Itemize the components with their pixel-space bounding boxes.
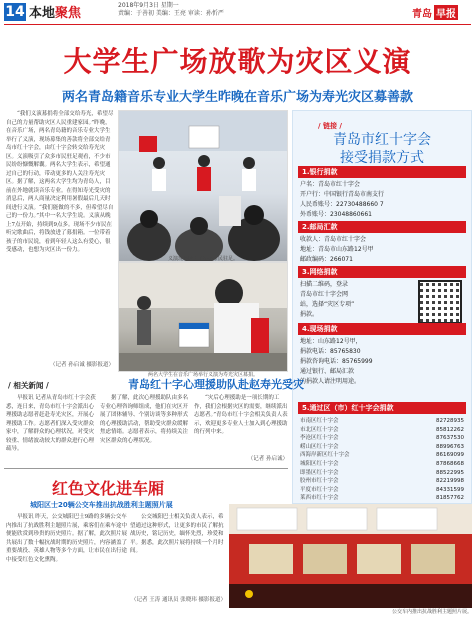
main-subheadline: 两名青岛籍音乐专业大学生昨晚在音乐广场为寿光灾区募善款 bbox=[61, 90, 413, 105]
district-name: 市南区红十字会 bbox=[300, 418, 339, 424]
editors-line: 责编：于善初 美编：王亮 审读：孙忻严 bbox=[118, 10, 224, 17]
bottom-col-1: 早报讯 昨天，公交城阳巴士9路的多辆公交车内推出了抗战胜利主题照片展，乘客们在乘车途中便能欣赏到珍贵的历史照片。据了解，此次照片展共展出了数十幅抗战时期的历史照片，内容涵盖了重要战役、英雄人物等多个方面，让市民在出行途中接受红色文化熏陶。 bbox=[6, 514, 128, 563]
district-phone: 81857762 bbox=[436, 495, 464, 502]
newspaper-logo bbox=[410, 5, 470, 20]
related-news-label: / 相关新闻 / bbox=[8, 381, 49, 390]
issue-date: 2018年9月3日 星期一 bbox=[118, 2, 179, 9]
bottom-byline: （记者 王涛 通讯员 张晓玮 摄影报道） bbox=[131, 597, 226, 603]
table-row bbox=[300, 451, 464, 460]
district-name: 即墨区红十字会 bbox=[300, 469, 339, 476]
table-row bbox=[300, 494, 464, 503]
date-editors bbox=[118, 2, 224, 18]
panel-title-line1: 青岛市红十字会 bbox=[333, 132, 431, 148]
district-phone: 86169099 bbox=[436, 452, 464, 459]
page-number: 14 bbox=[5, 4, 25, 20]
bank-section-bar: 1.银行捐款 bbox=[298, 166, 466, 178]
middle-headline: 青岛红十字心理援助队赴赵寿光受灾 bbox=[128, 378, 304, 391]
middle-col-3-text: “灾后心理援助是一项长期的工作，我们会根据灾区的需要，继续派出志愿者。”青岛市红十字会相关负责人表示，欢迎更多专业人士加入到心理援助的行列中来。 bbox=[194, 395, 288, 435]
table-row bbox=[300, 443, 464, 452]
onsite-line: 通过银行、邮局汇款 bbox=[300, 368, 355, 375]
main-story-text: “我们义演募捐将全部交给寿光，希望尽自己的力量帮助灾区人民重建家园。”昨晚，在音乐广场，两名青岛籍的音乐专业大学生举行了义演，现场募集的善款将全部交给青岛市红十字会，由红十字会转交给寿光灾区。义演吸引了众多市民驻足观看，不少市民纷纷慷慨解囊。两名大学生表示，希望通过自己的行动，带动更多的人关注寿光灾区。据了解，这两名大学生均为青岛人，目前在外地就读音乐专业。在得知寿光受灾的消息后，两人商量决定利用暑假最后几天时间进行义演。“我们能做的不多，但希望尽自己的一份力。”其中一名大学生说。义演从晚上7点开始，持续到9点多。现场不少市民在听完歌曲后，将钱放进了募捐箱。一位带着孩子的市民说，看到年轻人这么有爱心，很受感动，也想为灾区出一份力。 bbox=[6, 111, 114, 253]
district-name: 崂山区红十字会 bbox=[300, 443, 339, 450]
online-line: 青岛市红十字会网 bbox=[300, 291, 349, 298]
photo-bus-interior bbox=[229, 504, 472, 608]
district-name: 莱西市红十字会 bbox=[300, 495, 339, 502]
section-accent: 聚焦 bbox=[55, 6, 82, 21]
post-section-bar: 2.邮局汇款 bbox=[298, 221, 466, 233]
section-title bbox=[29, 2, 81, 21]
district-phone: 82728935 bbox=[436, 418, 464, 424]
photo-bus-caption: 公交车内推出抗战胜利主题照片展。 bbox=[391, 609, 472, 615]
middle-col-2: 据了解，此次心理援助队由多名专业心理咨询师组成，他们在灾区开展了团体辅导、个别访谈等多种形式的心理援助活动，帮助受灾群众缓解焦虑情绪。志愿者表示，将持续关注灾区群众的心理状况。 bbox=[100, 395, 189, 444]
district-name: 胶州市红十字会 bbox=[300, 478, 339, 485]
district-phone: 85812262 bbox=[436, 426, 464, 433]
section-divider bbox=[4, 468, 288, 469]
photo-performance-caption: 义演现场吸引了很多市民驻足。 bbox=[167, 256, 238, 262]
photo-donation-art bbox=[119, 263, 288, 372]
onsite-line: 的捐款人请注明用途。 bbox=[300, 378, 361, 385]
section-plain: 本地 bbox=[29, 6, 56, 21]
page-header bbox=[0, 0, 475, 24]
panel-title bbox=[292, 131, 472, 167]
middle-col-1: 早报讯 记者从青岛市红十字会获悉，连日来，青岛市红十字会派出心理援助志愿者赶赴寿光灾区，开展心理援助工作。志愿者们深入受灾群众家中，了解群众的心理状况，对受灾较重、情绪波动较大的群众进行心理疏导。 bbox=[6, 395, 96, 452]
main-story-byline: （记者 孙启诚 摄影报道） bbox=[50, 362, 114, 368]
table-row bbox=[300, 426, 464, 435]
district-name: 市北区红十字会 bbox=[300, 426, 339, 433]
onsite-section-lines bbox=[300, 337, 373, 387]
bottom-col-2-text: 公交城阳巴士相关负责人表示，希望通过这种形式，让更多的市民了解抗战历史，铭记历史，缅怀先烈，珍爱和平。据悉，此次照片展将持续一个月时间。 bbox=[130, 514, 224, 554]
table-row bbox=[300, 486, 464, 495]
online-section-bar: 3.网络捐款 bbox=[298, 266, 466, 278]
bank-line: 户名：青岛市红十字会 bbox=[300, 181, 361, 188]
district-phone: 88522995 bbox=[436, 469, 464, 476]
logo-plain: 青岛 bbox=[412, 9, 432, 20]
table-row bbox=[300, 417, 464, 426]
header-divider bbox=[4, 24, 471, 25]
district-phone: 84331599 bbox=[436, 486, 464, 493]
onsite-line: 捐款咨询电话：85765999 bbox=[300, 358, 373, 365]
photo-donation-caption: 两名大学生在音乐广场举行义演为寿光灾区募捐。 bbox=[147, 372, 258, 378]
photo-performance bbox=[118, 110, 288, 262]
district-name: 西海岸新区红十字会 bbox=[300, 452, 350, 459]
table-row bbox=[300, 477, 464, 486]
bottom-headline: 红色文化进车厢 bbox=[52, 479, 165, 498]
district-name: 城阳区红十字会 bbox=[300, 460, 339, 467]
district-name: 平度市红十字会 bbox=[300, 486, 339, 493]
district-phone: 88996763 bbox=[436, 443, 464, 450]
logo-accent: 早报 bbox=[434, 5, 458, 20]
onsite-line: 捐款电话：85765830 bbox=[300, 348, 361, 355]
post-line: 收款人：青岛市红十字会 bbox=[300, 236, 367, 243]
onsite-line: 地址：山东路12号甲， bbox=[300, 338, 362, 345]
district-phone-table bbox=[300, 417, 464, 503]
panel-tag: / 链接 / bbox=[318, 122, 342, 130]
bottom-subheadline: 城阳区士20辆公交车推出抗战胜利主题照片展 bbox=[30, 501, 173, 509]
bank-line: 开户行：中国银行青岛市南支行 bbox=[300, 191, 385, 198]
table-row bbox=[300, 460, 464, 469]
table-row bbox=[300, 434, 464, 443]
main-headline: 大学生广场放歌为灾区义演 bbox=[63, 45, 412, 78]
onsite-section-bar: 4.现场捐款 bbox=[298, 323, 466, 335]
online-section-lines bbox=[300, 280, 354, 320]
bank-line: 人民币账号：22730488660 7 bbox=[300, 201, 384, 208]
panel-title-line2: 接受捐款方式 bbox=[340, 150, 424, 166]
table-row bbox=[300, 469, 464, 478]
bank-section-lines bbox=[300, 180, 384, 220]
district-phone: 82219998 bbox=[436, 478, 464, 485]
district-name: 李沧区红十字会 bbox=[300, 435, 339, 442]
photo-donation bbox=[118, 262, 288, 372]
main-story-body bbox=[6, 110, 114, 376]
district-phone: 87637530 bbox=[436, 435, 464, 442]
post-section-lines bbox=[300, 235, 374, 265]
middle-byline: （记者 孙启诚） bbox=[247, 456, 288, 462]
photo-bus-art bbox=[229, 504, 472, 608]
online-line: 扫描二维码，登录 bbox=[300, 281, 349, 288]
photo-performance-art bbox=[119, 111, 288, 262]
post-line: 邮政编码：266071 bbox=[300, 256, 353, 263]
district-phone: 87868668 bbox=[436, 460, 464, 467]
post-line: 地址：青岛市山东路12号甲 bbox=[300, 246, 374, 253]
online-line: 站，选择“灾区专项” bbox=[300, 301, 355, 308]
bottom-col-2 bbox=[130, 513, 226, 613]
online-line: 捐款。 bbox=[300, 311, 319, 318]
district-section-bar: 5.通过区（市）红十字会捐款 bbox=[298, 402, 466, 414]
bank-line: 外币账号：23048860661 bbox=[300, 211, 372, 218]
donation-qr-code[interactable] bbox=[418, 280, 462, 324]
middle-col-3 bbox=[194, 394, 288, 464]
